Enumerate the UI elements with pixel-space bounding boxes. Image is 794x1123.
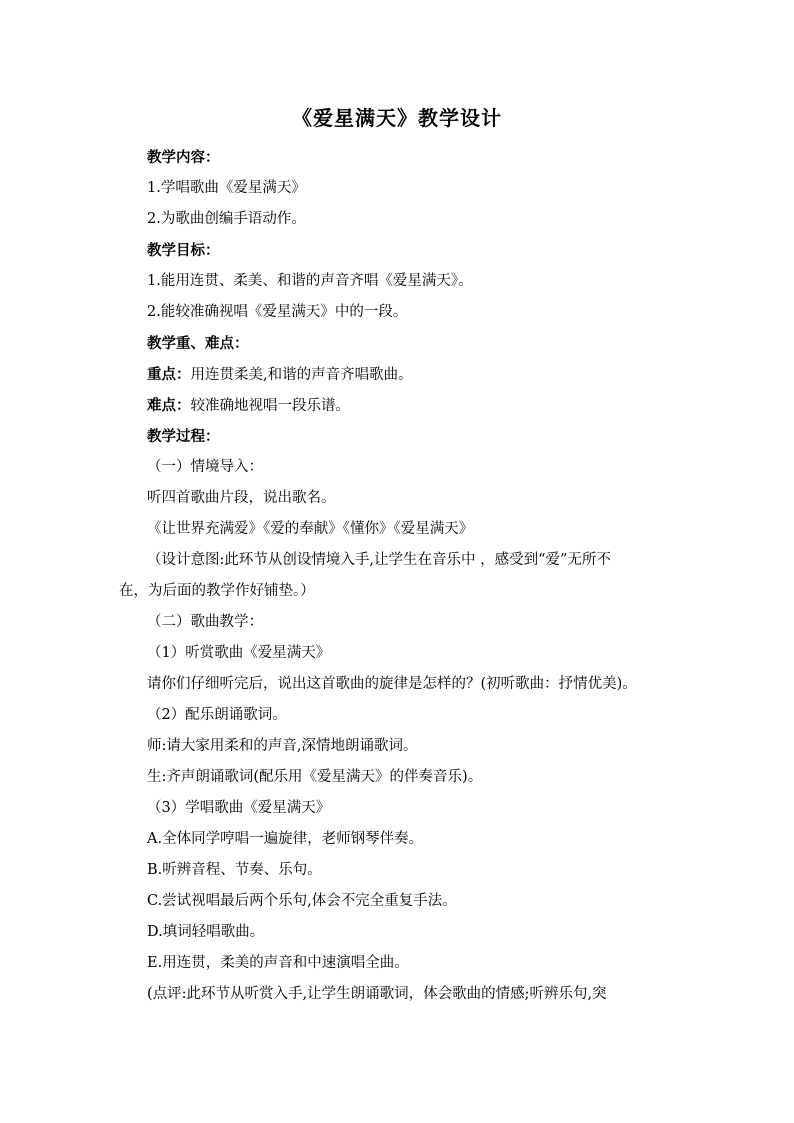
sub-section-heading: （3）学唱歌曲《爱星满天》	[147, 800, 331, 816]
paragraph-line: 2.能较准确视唱《爱星满天》中的一段。	[147, 304, 408, 320]
document-body	[119, 142, 679, 1010]
key-point-line	[119, 359, 679, 390]
paragraph-line: （设计意图:此环节从创设情境入手,让学生在音乐中 ，感受到“爱”无所不	[147, 552, 611, 568]
paragraph-line: 请你们仔细听完后，说出这首歌曲的旋律是怎样的？(初听歌曲：抒情优美)。	[147, 676, 637, 692]
difficult-point-label: 难点：	[147, 397, 191, 414]
paragraph-line: 生:齐声朗诵歌词(配乐用《爱星满天》的伴奏音乐)。	[147, 769, 483, 785]
paragraph-line: 在，为后面的教学作好铺垫。）	[119, 583, 315, 599]
section-heading: （二）歌曲教学：	[147, 614, 263, 630]
list-item: B.听辨音程、节奏、乐句。	[147, 862, 322, 878]
sub-section-heading: （2）配乐朗诵歌词。	[147, 707, 287, 723]
paragraph-line: 1.学唱歌曲《爱星满天》	[147, 180, 306, 196]
heading-teaching-content: 教学内容：	[147, 149, 220, 166]
paragraph-line: 《让世界充满爱》《爱的奉献》《懂你》《爱星满天》	[147, 521, 474, 537]
list-item: C.尝试视唱最后两个乐句,体会不完全重复手法。	[147, 893, 457, 909]
list-item: A.全体同学哼唱一遍旋律，老师钢琴伴奏。	[147, 831, 424, 847]
section-heading: （一）情境导入：	[147, 459, 263, 475]
sub-section-heading: （1）听赏歌曲《爱星满天》	[147, 645, 331, 661]
heading-teaching-goals: 教学目标：	[147, 242, 220, 259]
paragraph-line: (点评:此环节从听赏入手,让学生朗诵歌词，体会歌曲的情感;听辨乐句,突	[147, 986, 607, 1002]
paragraph-line: 2.为歌曲创编手语动作。	[147, 211, 306, 227]
paragraph-line: 听四首歌曲片段，说出歌名。	[147, 490, 336, 506]
difficult-point-line	[119, 390, 679, 421]
key-point-label: 重点：	[147, 366, 191, 383]
document-title: 《爱星满天》教学设计	[292, 106, 502, 130]
paragraph-line: 师:请大家用柔和的声音,深情地朗诵歌词。	[147, 738, 418, 754]
heading-teaching-process: 教学过程：	[147, 428, 220, 445]
list-item: D.填词轻唱歌曲。	[147, 924, 265, 940]
key-point-text: 用连贯柔美,和谐的声音齐唱歌曲。	[190, 367, 413, 383]
heading-key-difficult-points: 教学重、难点：	[147, 335, 249, 352]
paragraph-line: 1.能用连贯、柔美、和谐的声音齐唱《爱星满天》。	[147, 273, 473, 289]
list-item: E.用连贯，柔美的声音和中速演唱全曲。	[147, 955, 409, 971]
difficult-point-text: 较准确地视唱一段乐谱。	[190, 398, 350, 414]
